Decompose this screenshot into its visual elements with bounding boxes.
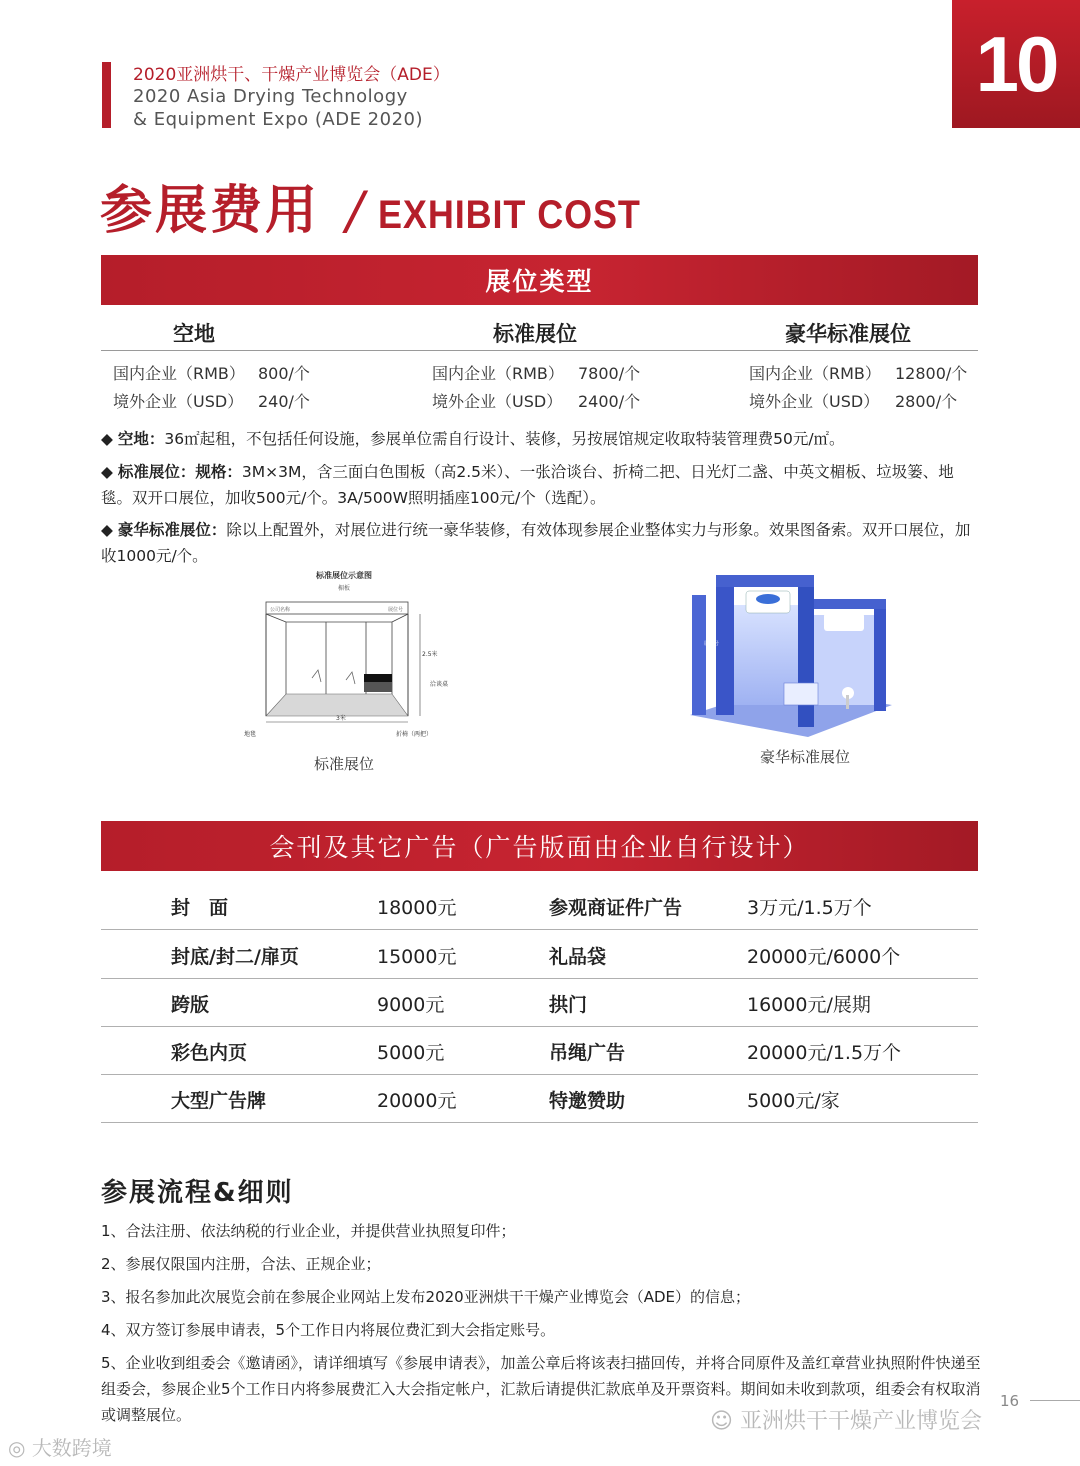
process-item: 3、报名参加此次展览会前在参展企业网站上发布2020亚洲烘干干燥产业博览会（ADE）的信息； [101,1288,751,1306]
page-number: 16 [1000,1392,1020,1410]
header-accent-bar [102,62,111,128]
svg-text:3米: 3米 [336,715,346,722]
table-row [101,881,978,930]
brand-logo-icon: ◎ [8,1436,26,1460]
ad-item-label: 大型广告牌 [171,1090,267,1112]
svg-text:地毯: 地毯 [244,731,257,738]
svg-text:洽谈桌: 洽谈桌 [430,681,449,688]
section-number-badge: 10 [952,0,1080,128]
page-title-slash: / [346,181,364,241]
header-en-line2: & Equipment Expo (ADE 2020) [133,109,423,130]
svg-text:楣板: 楣板 [337,585,351,592]
luxury-booth-image [688,565,893,740]
process-title: 参展流程&细则 [101,1178,294,1208]
ad-item-label: 封底/封二/扉页 [171,946,299,968]
price-label: 境外企业（USD） [113,392,244,411]
price-label: 境外企业（USD） [749,392,880,411]
page-number-line [1030,1400,1080,1401]
process-item: 4、双方签订参展申请表，5个工作日内将展位费汇到大会指定账号。 [101,1321,556,1339]
page-title-cn: 参展费用 [100,181,321,241]
header-cn-title: 2020亚洲烘干、干燥产业博览会（ADE） [133,65,450,85]
page-title-en: EXHIBIT COST [377,193,641,237]
booth-types-band: 展位类型 [101,255,978,305]
ad-item-price: 20000元/6000个 [747,946,901,968]
ad-item-label: 特邀赞助 [549,1090,626,1112]
ad-item-label: 彩色内页 [171,1042,248,1064]
page-title [100,168,670,243]
desc-standard: ◆ 标准展位：规格：3M×3M，含三面白色围板（高2.5米）、一张洽谈台、折椅二把、日光灯二盏、中英文楣板、垃圾篓、地毯。双开口展位，加收500元/个。3A/500W照明插座100元/个（选配）。 [101,463,954,507]
wechat-icon: ☺ [710,1409,733,1434]
price-label: 国内企业（RMB） [113,364,245,383]
ad-item-label: 礼品袋 [549,946,607,968]
table-row [101,1026,978,1075]
svg-text:标准展位示意图: 标准展位示意图 [316,571,372,580]
svg-text:折椅（两把）: 折椅（两把） [396,731,433,738]
price-value: 7800/个 [578,364,641,383]
price-value: 800/个 [258,364,310,383]
svg-text:公司名称: 公司名称 [270,607,291,613]
ad-item-label: 拱门 [549,994,588,1016]
table-row [101,1074,978,1123]
ads-band: 会刊及其它广告（广告版面由企业自行设计） [101,821,978,871]
process-item: 1、合法注册、依法纳税的行业企业，并提供营业执照复印件； [101,1222,516,1240]
price-label: 国内企业（RMB） [432,364,564,383]
price-value: 240/个 [258,392,310,411]
process-item: 2、参展仅限国内注册，合法、正规企业； [101,1255,381,1273]
process-item: 5、企业收到组委会《邀请函》，请详细填写《参展申请表》，加盖公章后将该表扫描回传，并将合同原件及盖红章营业执照附件快递至组委会，参展企业5个工作日内将参展费汇入大会指定帐户，汇款后请提供汇款底单及开票资料。期间如未收到款项，组委会有权取消或调整展位。 [101,1354,981,1424]
booth-col-open-space: 空地 [173,322,215,346]
ad-item-price: 18000元 [377,897,457,919]
price-label: 国内企业（RMB） [749,364,881,383]
price-value: 12800/个 [895,364,968,383]
ad-item-label: 封 面 [171,897,229,919]
table-row [101,930,978,979]
ad-item-label: 吊绳广告 [549,1042,626,1064]
svg-text:2.5米: 2.5米 [422,651,438,658]
header-en-line1: 2020 Asia Drying Technology [133,86,408,107]
desc-open-space: ◆ 空地：36㎡起租，不包括任何设施，参展单位需自行设计、装修，另按展馆规定收取特装管理费50元/㎡。 [101,430,845,448]
ad-item-price: 3万元/1.5万个 [747,897,872,919]
svg-text:展位号: 展位号 [388,607,404,613]
price-value: 2400/个 [578,392,641,411]
ad-item-label: 参观商证件广告 [549,897,683,919]
standard-booth-caption: 标准展位 [314,755,375,773]
watermark-left: ◎ 大数跨境 [8,1436,112,1460]
ad-item-price: 15000元 [377,946,457,968]
ad-item-price: 9000元 [377,994,445,1016]
booth-col-standard: 标准展位 [493,322,577,346]
price-label: 境外企业（USD） [432,392,563,411]
svg-text:展位号: 展位号 [704,641,720,647]
ad-item-price: 20000元 [377,1090,457,1112]
ad-item-label: 跨版 [171,994,210,1016]
ad-item-price: 5000元 [377,1042,445,1064]
table-row [101,978,978,1027]
desc-luxury: ◆ 豪华标准展位：除以上配置外，对展位进行统一豪华装修，有效体现参展企业整体实力与形象。效果图备索。双开口展位，加收1000元/个。 [101,521,971,565]
ad-item-price: 5000元/家 [747,1090,840,1112]
standard-booth-diagram [240,566,470,746]
price-value: 2800/个 [895,392,958,411]
ad-item-price: 16000元/展期 [747,994,871,1016]
booth-col-luxury: 豪华标准展位 [785,322,911,346]
watermark-right: ☺ 亚洲烘干干燥产业博览会 [710,1409,982,1434]
luxury-booth-caption: 豪华标准展位 [760,748,851,766]
booth-header-divider [101,350,978,351]
ad-item-price: 20000元/1.5万个 [747,1042,902,1064]
